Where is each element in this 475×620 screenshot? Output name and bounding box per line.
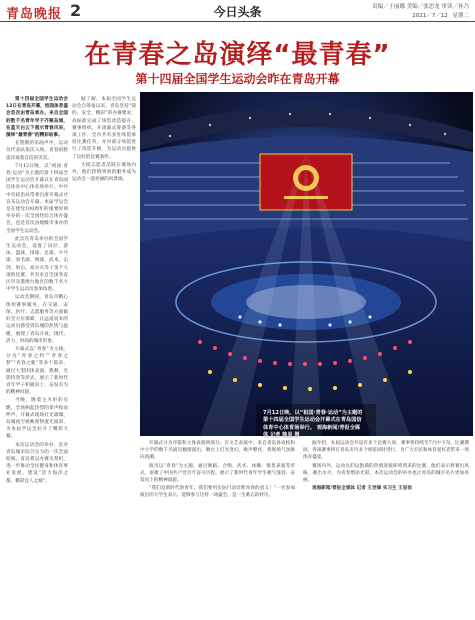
article-paragraph: 运动会期间，青岛市精心组织赛事服务，在交通、安保、医疗、志愿服务等方面做好全方位保障，让远道而来的运动员感受到岛城的热情与温暖，展现了青岛开放、现代、活力、时尚的城市形象。: [6, 295, 68, 344]
photo-caption-text: 7月12日晚，以“祖国·青春·运动”为主题的第十四届全国学生运动会开幕式在青岛国信体育中心体育场举行。: [263, 410, 363, 431]
article-paragraph: 开幕式以“青春”为主线，分为“青春之约”“青春之梦”“青春之歌”等多个篇章，通过大型团体表演、歌舞、光影特效等形式，展示了新时代青年学子积极向上、奋发有为的精神风貌。: [6, 346, 68, 396]
article-lead: 第十四届全国学生运动会12日在青岛开幕，校园体育盛会首次由青岛承办。来自全国的数千名青年学子齐聚岛城，在蓝天白云下展示青春风采，演绎“最青春”的精彩故事。: [6, 97, 68, 139]
article-column-1: [6, 96, 68, 486]
subheadline: 第十四届全国学生运动会昨在青岛开幕: [135, 72, 340, 86]
article-paragraph: 演出以“青春”为主题，通过舞蹈、合唱、武术、体操、情景表演等形式，讴歌了中国共产党百年奋斗历程，展示了新时代青年学生朝气蓬勃、奋发向上的精神面貌。: [140, 463, 295, 484]
section-title: 今日头条: [213, 5, 262, 19]
article-paragraph: 在铿锵的乐曲声中，运动员代表队依次入场，青春的脸庞洋溢着自信的笑容。: [6, 141, 68, 161]
article-paragraph: 大批志愿者活跃在赛场内外，他们热情周到的服务成为运动会一道亮丽的风景线。: [72, 162, 136, 183]
article-paragraph: 开幕式分为序篇和主体表演两部分。在文艺表演中，来自青岛各高校和中小学的数千名演员倾情演出，舞台上灯光变幻，歌声嘹亮，将现场气氛推向高潮。: [140, 441, 295, 461]
article-paragraph: 7月12日晚，以“祖国·青春·运动”为主题的第十四届全国学生运动会开幕式在青岛国信体育中心体育场举行。中共中央政治局常委出席开幕式并宣布运动会开幕。本届学运会是在建党100周年的重要时刻举办的一次全国性综合体育盛会，也是首次由地级市承办的全国学生运动会。: [6, 163, 68, 234]
article-column-2: [72, 96, 136, 184]
article-column-3: [140, 440, 295, 501]
date-line: [409, 11, 469, 19]
opening-ceremony-photo: [140, 92, 473, 439]
article-paragraph: 本次运动会的举办，是对青岛城市综合实力的一次全面检阅。青岛将以办赛为契机，进一步推动全民健身和体育事业发展，建设“活力海洋之都、精彩宜人之城”。: [6, 442, 68, 484]
photo-caption: [263, 410, 365, 440]
editor-line: 责编／于丽娜 美编／张思龙 审读／孙乃: [372, 4, 469, 10]
article-paragraph: “我们是新时代的青年，我们要用实际行动诠释青春的意义！”一名参加演出的大学生表示，能够参与这样一场盛会，是一生难忘的经历。: [140, 486, 295, 499]
issue-weekday: 星期二: [452, 13, 469, 19]
paper-name: 青岛晚报: [6, 7, 63, 22]
article-paragraph: 赛场内外，运动员们以饱满的热情迎接即将到来的比赛，他们表示将赛出风格、赛出水平，为青春增添光彩。本次运动会的举办也让青岛的城市名片更加亮丽。: [303, 463, 469, 484]
article-paragraph: 据介绍，本届运动会共设有多个比赛大项，赛事将持续至7月中下旬。比赛期间，各项赛事将在青岛市内多个场馆同时进行，为广大市民和体育爱好者带来一场体育盛宴。: [303, 441, 469, 461]
headline: 在青春之岛演绎“最青春”: [84, 40, 391, 70]
article-column-4: [303, 440, 469, 493]
article-byline: 观海新闻/青报全媒体 记者 王世锋 实习生 王思俭: [312, 486, 412, 492]
article-paragraph: 当晚，随着主火炬的点燃，全场响起热烈的掌声和欢呼声。开幕式现场灯光璀璨，岛城夜空被映照得流光溢彩，为本届学运会拉开了精彩大幕。: [6, 398, 68, 440]
issue-date: 2021／7／12: [412, 13, 448, 19]
article-paragraph: 此次在青岛举办的全国学生运动会，设置了田径、游泳、篮球、排球、足球、乒乓球、羽毛球、网球、武术、击剑、射击、高尔夫等十余个大项的比赛，共有来自全国各省区市及港澳台地区的数千名大中学生运动员参加角逐。: [6, 236, 68, 293]
photo-byline: 观海新闻/青报全媒体 记者 韩星 摄: [263, 424, 361, 439]
article-paragraph: 据了解，本届全国学生运动会自筹备以来，青岛坚持“简约、安全、精彩”的办赛要求，高标准完成了场馆改造提升、赛事组织、开闭幕式筹备等各项工作。全市共有多处场馆承担比赛任务，并对部分场馆进行了改造升级，为运动员提供了良好的比赛条件。: [72, 97, 136, 160]
masthead: [0, 0, 475, 22]
page-number: 2: [70, 1, 82, 20]
